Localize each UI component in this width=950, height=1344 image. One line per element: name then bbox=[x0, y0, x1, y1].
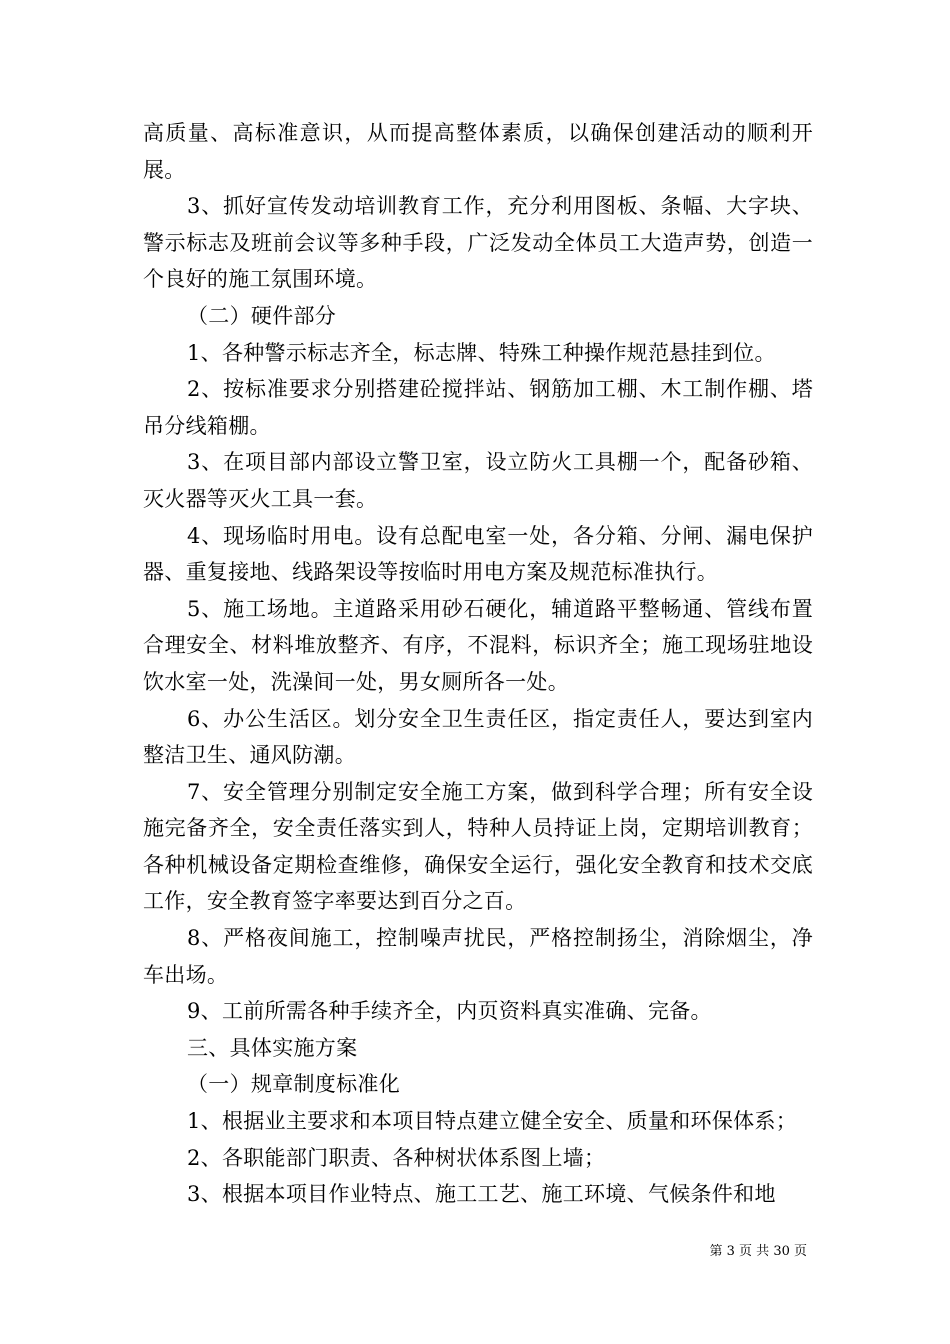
subsection-heading: （一）规章制度标准化 bbox=[187, 1072, 400, 1097]
section-heading: 三、具体实施方案 bbox=[187, 1035, 358, 1060]
paragraph: 3、抓好宣传发动培训教育工作，充分利用图板、条幅、大字块、警示标志及班前会议等多种手段，广泛发动全体员工大造声势，创造一个良好的施工氛围环境。 bbox=[143, 194, 813, 292]
paragraph: 8、严格夜间施工，控制噪声扰民，严格控制扬尘，消除烟尘，净车出场。 bbox=[143, 926, 813, 987]
paragraph: 7、安全管理分别制定安全施工方案，做到科学合理；所有安全设施完备齐全，安全责任落实到人，特种人员持证上岗，定期培训教育；各种机械设备定期检查维修，确保安全运行，强化安全教育和技术交底工作，安全教育签字率要达到百分之百。 bbox=[143, 779, 813, 914]
paragraph: 1、根据业主要求和本项目特点建立健全安全、质量和环保体系； bbox=[187, 1109, 798, 1134]
paragraph: 3、根据本项目作业特点、施工工艺、施工环境、气候条件和地 bbox=[187, 1182, 776, 1207]
paragraph: 2、按标准要求分别搭建砼搅拌站、钢筋加工棚、木工制作棚、塔吊分线箱棚。 bbox=[143, 377, 813, 438]
paragraph: 6、办公生活区。划分安全卫生责任区，指定责任人，要达到室内整洁卫生、通风防潮。 bbox=[143, 706, 813, 768]
body-text bbox=[143, 115, 813, 1213]
paragraph: 4、现场临时用电。设有总配电室一处，各分箱、分闸、漏电保护器、重复接地、线路架设等按临时用电方案及规范标准执行。 bbox=[143, 523, 813, 585]
paragraph: 5、施工场地。主道路采用砂石硬化，辅道路平整畅通、管线布置合理安全、材料堆放整齐、有序，不混料，标识齐全；施工现场驻地设饮水室一处，洗澡间一处，男女厕所各一处。 bbox=[143, 596, 813, 694]
paragraph: 3、在项目部内部设立警卫室，设立防火工具棚一个，配备砂箱、灭火器等灭火工具一套。 bbox=[143, 450, 813, 511]
section-heading: （二）硬件部分 bbox=[187, 303, 337, 328]
paragraph: 高质量、高标准意识，从而提高整体素质，以确保创建活动的顺利开展。 bbox=[143, 121, 813, 182]
paragraph: 2、各职能部门职责、各种树状体系图上墙； bbox=[187, 1145, 606, 1170]
page-number-footer: 第 3 页 共 30 页 bbox=[709, 1244, 807, 1259]
paragraph: 1、各种警示标志齐全，标志牌、特殊工种操作规范悬挂到位。 bbox=[187, 340, 776, 365]
paragraph: 9、工前所需各种手续齐全，内页资料真实准确、完备。 bbox=[187, 999, 712, 1024]
